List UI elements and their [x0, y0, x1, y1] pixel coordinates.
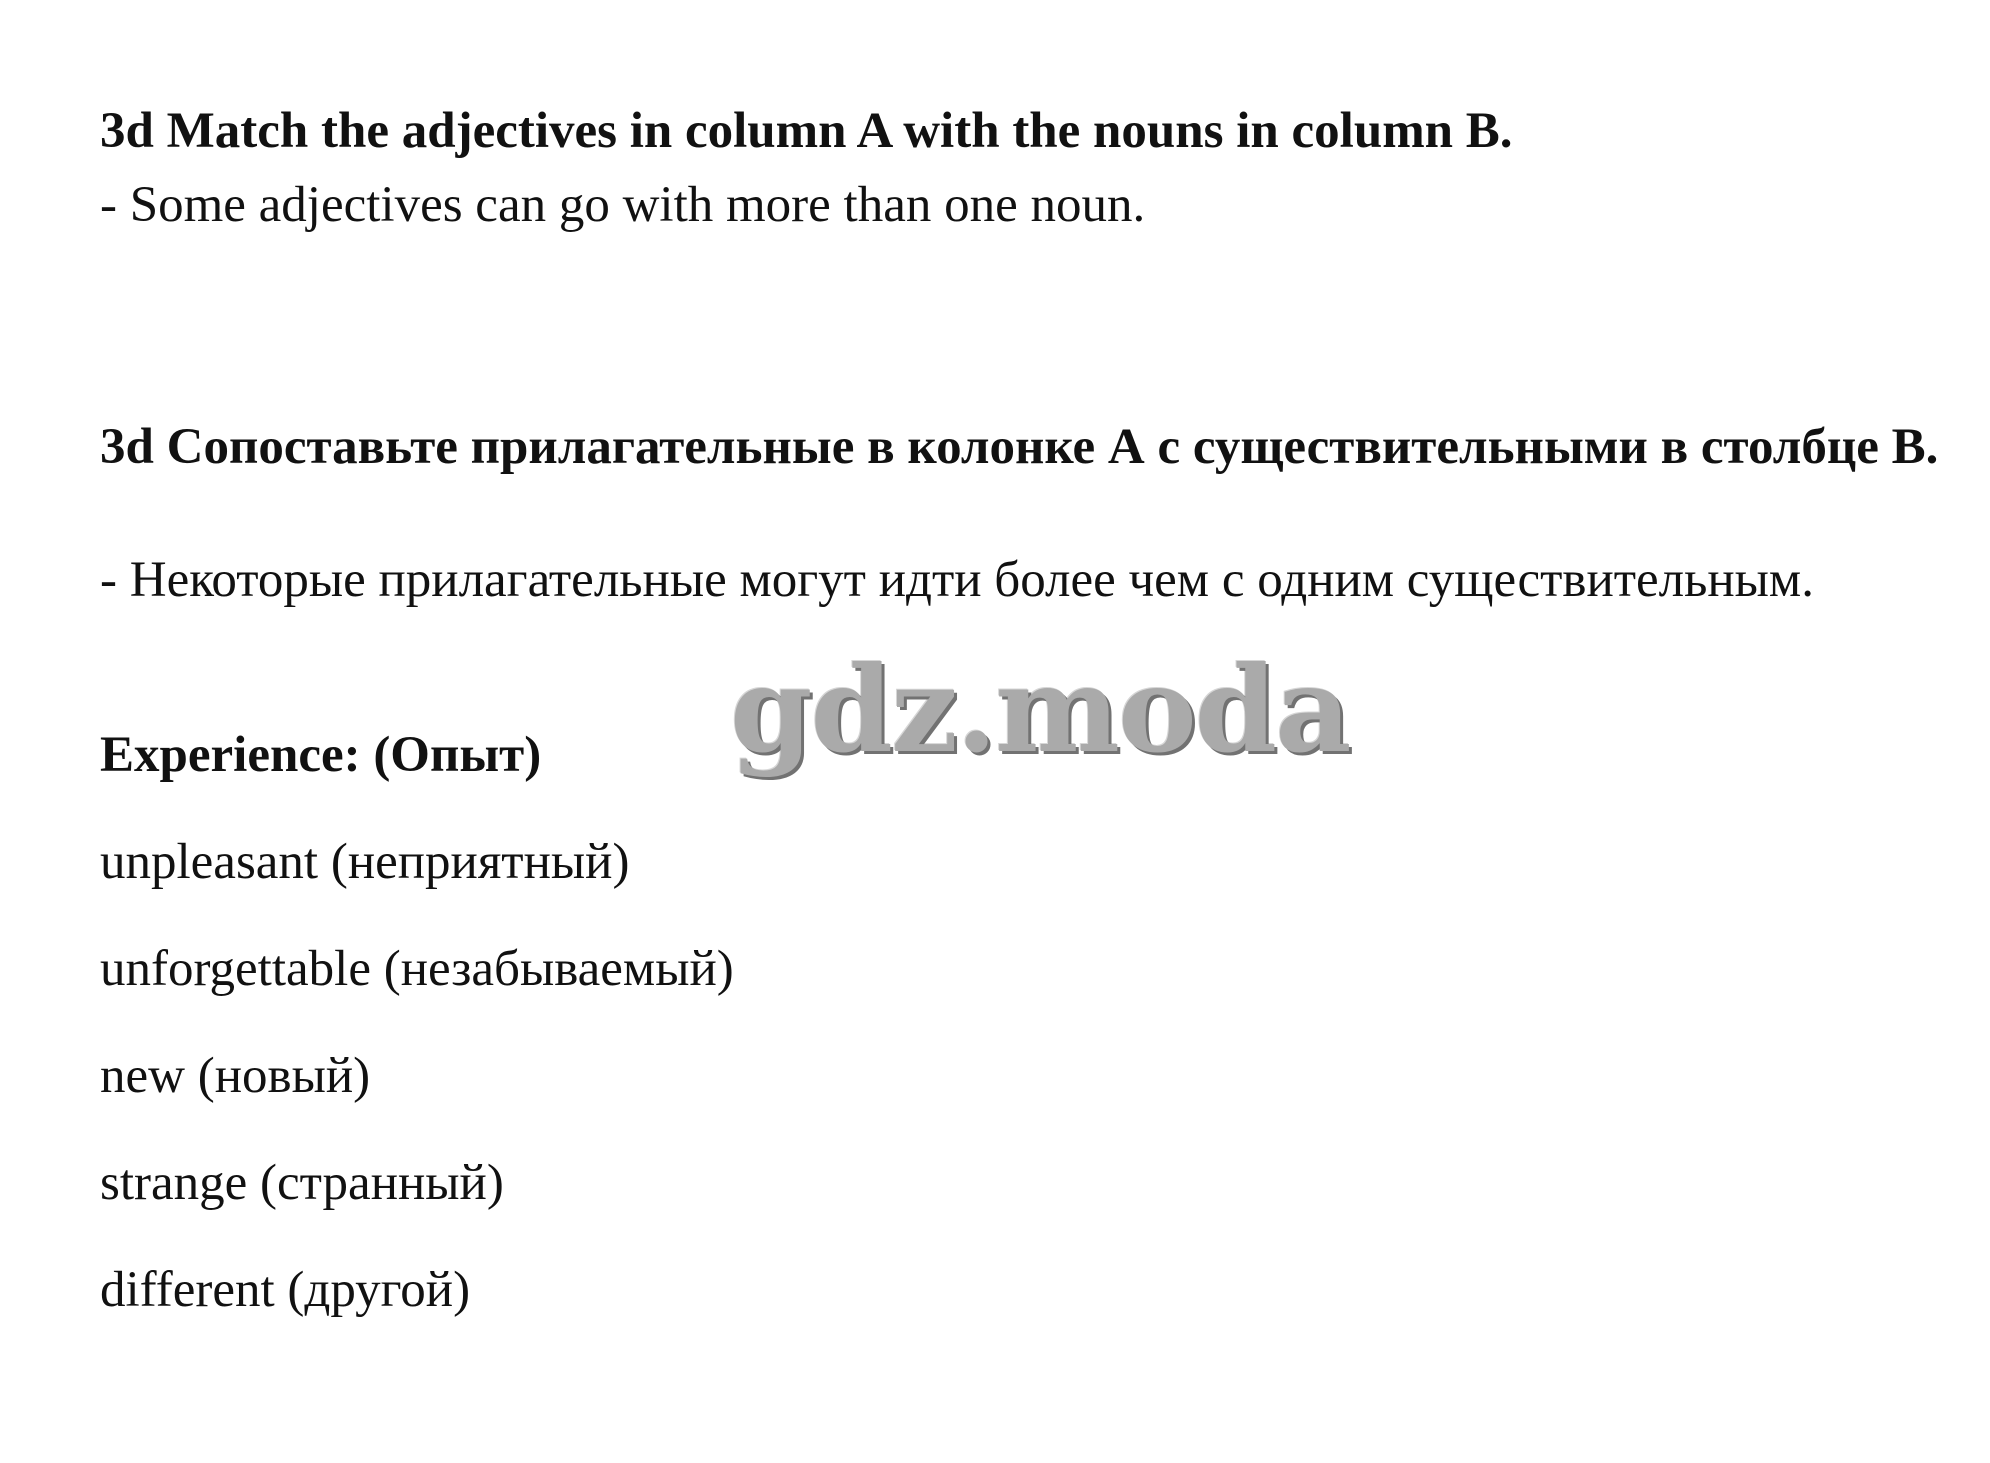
adjective-item: strange (странный)	[100, 1155, 504, 1211]
exercise-heading-ru: 3d Сопоставьте прилагательные в колонке А с существительными в столбце В.	[100, 419, 1939, 475]
adjective-item: new (новый)	[100, 1048, 371, 1104]
watermark-logo: gdz.moda	[730, 640, 1350, 779]
exercise-heading-en: 3d Match the adjectives in column A with the nouns in column B.	[100, 103, 1513, 159]
adjective-item: unpleasant (неприятный)	[100, 834, 630, 890]
exercise-subtext-en: - Some adjectives can go with more than one noun.	[100, 177, 1146, 233]
adjective-item: different (другой)	[100, 1262, 471, 1318]
exercise-subtext-ru: - Некоторые прилагательные могут идти более чем с одним существительным.	[100, 552, 1814, 608]
section-title: Experience: (Опыт)	[100, 727, 542, 783]
adjective-item: unforgettable (незабываемый)	[100, 941, 734, 997]
